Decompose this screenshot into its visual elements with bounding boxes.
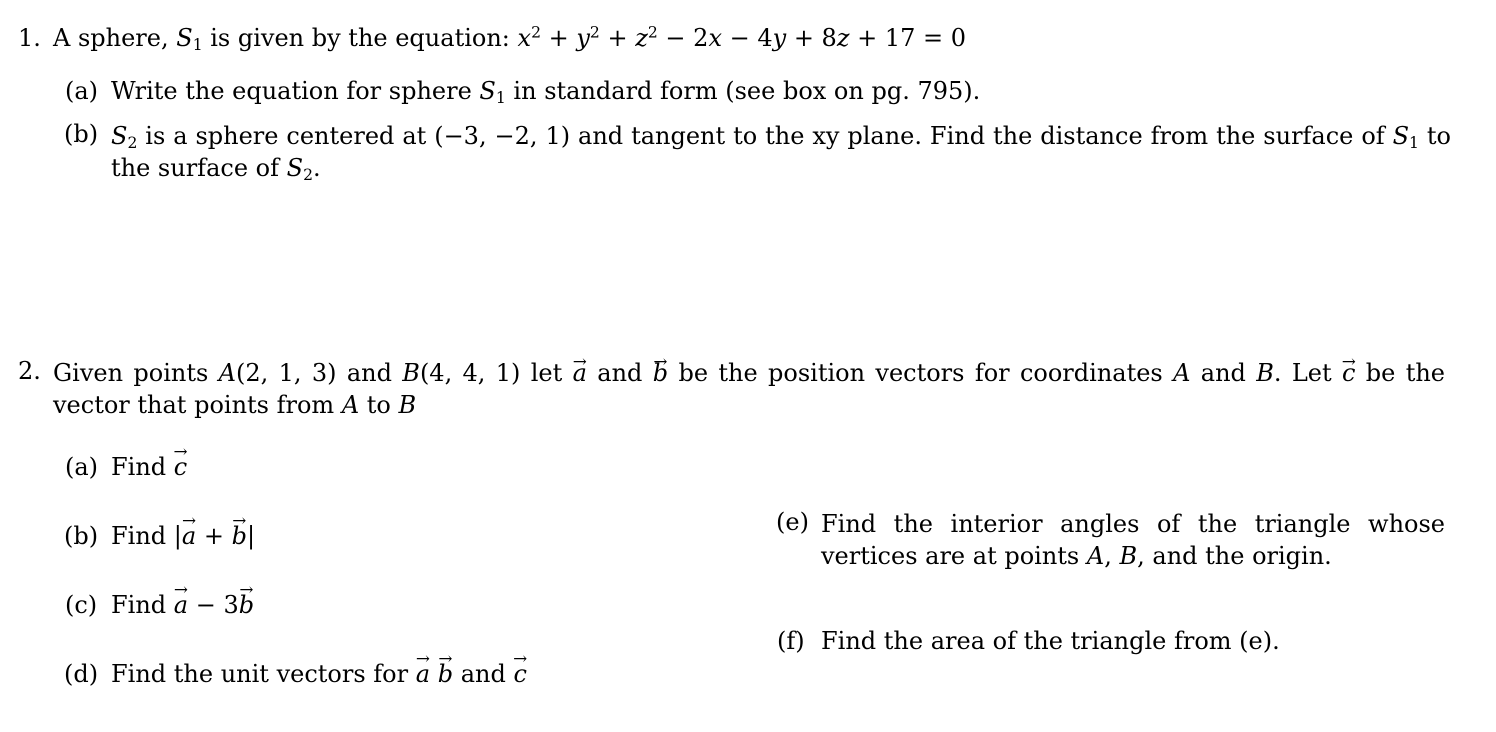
problem-2-number: 2. bbox=[18, 357, 41, 385]
problem-1b-text: $S_2$ is a sphere centered at (−3, −2, 1) and tangent to the xy plane. Find the distance from the surface of $S_1$ to the surface of $S_2$. bbox=[111, 122, 1451, 184]
problem-2e-text: Find the interior angles of the triangle whose vertices are at points A, B, and the origin. bbox=[821, 510, 1445, 570]
problem-2a-label: (a) bbox=[65, 453, 99, 481]
problem-2c-label: (c) bbox=[65, 591, 98, 619]
problem-2f-text: Find the area of the triangle from (e). bbox=[821, 627, 1280, 655]
problem-1b-label: (b) bbox=[64, 120, 99, 148]
problem-2-stem: Given points A(2, 1, 3) and B(4, 4, 1) let → a and → b be the position vectors for coordinates A and B. Let → c be the vector that points from A to B bbox=[53, 357, 1445, 421]
problem-2e-label: (e) bbox=[776, 508, 809, 536]
problem-2b-label: (b) bbox=[64, 522, 99, 550]
problem-1a-text: Write the equation for sphere $S_1$ in standard form (see box on pg. 795). bbox=[111, 77, 981, 107]
problem-1-stem: A sphere, $S_1$ is given by the equation: $x^2 + y^2 + z^2 - 2x - 4y + 8z + 17 = 0$ bbox=[53, 23, 967, 54]
problem-2d-text: Find the unit vectors for → a → b and → c bbox=[111, 660, 527, 688]
problem-2d-label: (d) bbox=[64, 660, 99, 688]
problem-2c-text: Find → a − 3→ b bbox=[111, 591, 254, 619]
problem-2a-text: Find → c bbox=[111, 453, 187, 481]
problem-1-number: 1. bbox=[18, 24, 41, 52]
problem-2b-text: Find |→ a + → b| bbox=[111, 522, 255, 550]
problem-1a-label: (a) bbox=[65, 77, 99, 105]
problem-2f-label: (f) bbox=[777, 627, 805, 655]
